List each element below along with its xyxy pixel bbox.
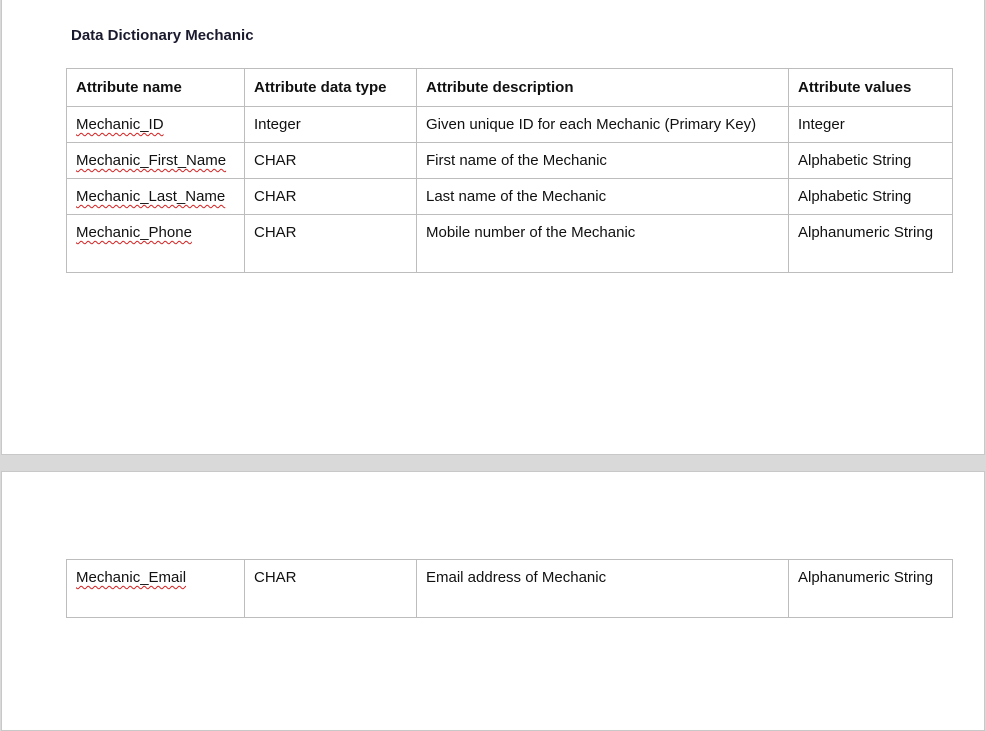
cell-values: Alphabetic String (789, 179, 953, 215)
header-attribute-description: Attribute description (417, 69, 789, 107)
document-page-2 (1, 471, 985, 731)
table-row (67, 179, 953, 215)
misspelled-text[interactable]: Mechanic_Email (76, 569, 187, 586)
cell-description: Last name of the Mechanic (417, 179, 789, 215)
misspelled-text[interactable]: Mechanic_ID (76, 116, 164, 133)
cell-attribute-name (67, 179, 245, 215)
table-row (67, 107, 953, 143)
document-page-1 (1, 0, 985, 455)
table-row (67, 143, 953, 179)
cell-values: Alphabetic String (789, 143, 953, 179)
cell-values: Alphanumeric String (789, 215, 953, 273)
header-attribute-name: Attribute name (67, 69, 245, 107)
data-dictionary-table-continued (66, 559, 953, 618)
cell-values: Alphanumeric String (789, 560, 953, 618)
cell-attribute-name (67, 560, 245, 618)
cell-values: Integer (789, 107, 953, 143)
document-title: Data Dictionary Mechanic (71, 27, 254, 44)
cell-data-type: CHAR (245, 215, 417, 273)
cell-data-type: CHAR (245, 179, 417, 215)
data-dictionary-table (66, 68, 953, 273)
cell-attribute-name (67, 215, 245, 273)
misspelled-text[interactable]: Mechanic_Phone (76, 224, 192, 241)
cell-description: Email address of Mechanic (417, 560, 789, 618)
misspelled-text[interactable]: Mechanic_Last_Name (76, 188, 226, 205)
table-row (67, 215, 953, 273)
table-header-row (67, 69, 953, 107)
cell-data-type: Integer (245, 107, 417, 143)
table-row (67, 560, 953, 618)
header-attribute-data-type: Attribute data type (245, 69, 417, 107)
cell-attribute-name (67, 107, 245, 143)
header-attribute-values: Attribute values (789, 69, 953, 107)
cell-attribute-name (67, 143, 245, 179)
misspelled-text[interactable]: Mechanic_First_Name (76, 152, 227, 169)
cell-description: Given unique ID for each Mechanic (Primary Key) (417, 107, 789, 143)
cell-data-type: CHAR (245, 560, 417, 618)
cell-description: First name of the Mechanic (417, 143, 789, 179)
cell-description: Mobile number of the Mechanic (417, 215, 789, 273)
cell-data-type: CHAR (245, 143, 417, 179)
